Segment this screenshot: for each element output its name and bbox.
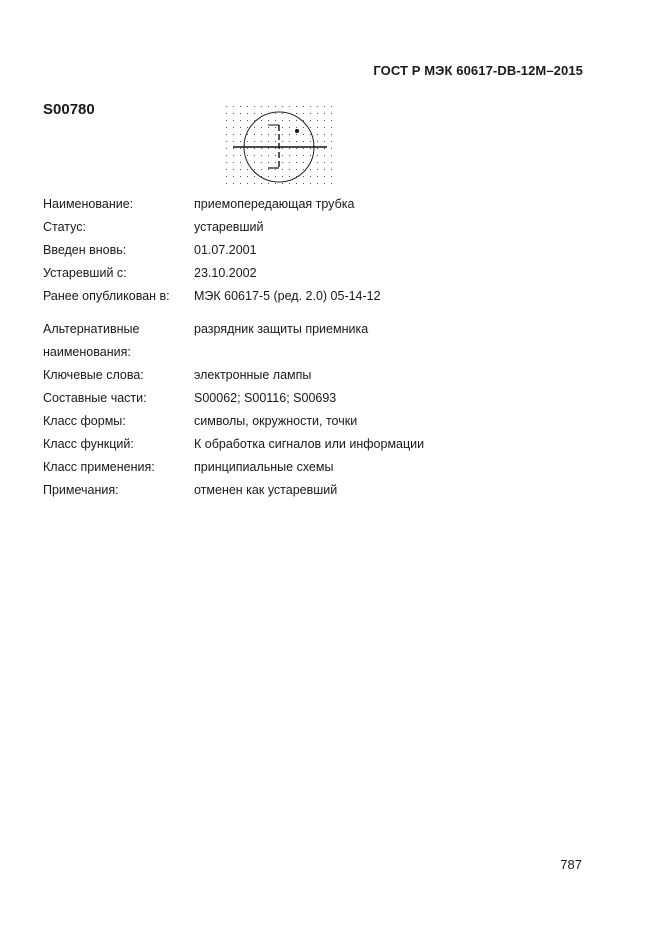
property-row-name — [43, 195, 603, 218]
property-value: 23.10.2002 — [194, 266, 257, 280]
property-value: 01.07.2001 — [194, 243, 257, 257]
symbol-code: S00780 — [43, 101, 95, 118]
property-label: Введен вновь: — [43, 243, 127, 257]
property-row-status — [43, 218, 603, 241]
property-label-line2: наименования: — [43, 345, 131, 359]
property-value: принципиальные схемы — [194, 460, 334, 474]
property-row-shape-class — [43, 412, 603, 435]
property-value: устаревший — [194, 220, 264, 234]
property-value: разрядник защиты приемника — [194, 322, 369, 336]
property-value: символы, окружности, точки — [194, 414, 358, 428]
property-label: Класс формы: — [43, 414, 126, 428]
receiver-transmitter-tube-symbol-icon — [220, 100, 335, 192]
property-label: Ранее опубликован в: — [43, 289, 170, 303]
property-row-previously-published — [43, 287, 603, 310]
property-value: МЭК 60617-5 (ред. 2.0) 05-14-12 — [194, 289, 381, 303]
property-label: Класс функций: — [43, 437, 134, 451]
property-row-function-class — [43, 435, 603, 458]
property-row-application-class — [43, 458, 603, 481]
property-value: отменен как устаревший — [194, 483, 338, 497]
property-row-components — [43, 389, 603, 412]
standard-header: ГОСТ Р МЭК 60617-DB-12M–2015 — [373, 63, 583, 78]
property-row-alternative-names — [43, 320, 603, 366]
property-label — [43, 320, 194, 366]
page-number: 787 — [560, 857, 582, 872]
property-label: Класс применения: — [43, 460, 155, 474]
property-row-keywords — [43, 366, 603, 389]
property-value: электронные лампы — [194, 368, 312, 382]
property-row-obsolete-since — [43, 264, 603, 287]
property-row-introduced — [43, 241, 603, 264]
property-label: Ключевые слова: — [43, 368, 144, 382]
property-label: Устаревший с: — [43, 266, 127, 280]
property-value: S00062; S00116; S00693 — [194, 391, 337, 405]
properties-table — [43, 195, 603, 504]
property-value: К обработка сигналов или информации — [194, 437, 425, 451]
property-label: Наименование: — [43, 197, 134, 211]
property-label: Статус: — [43, 220, 86, 234]
property-row-notes — [43, 481, 603, 504]
property-label-line1: Альтернативные — [43, 322, 140, 336]
property-label: Составные части: — [43, 391, 147, 405]
property-value: приемопередающая трубка — [194, 197, 355, 211]
property-label: Примечания: — [43, 483, 119, 497]
